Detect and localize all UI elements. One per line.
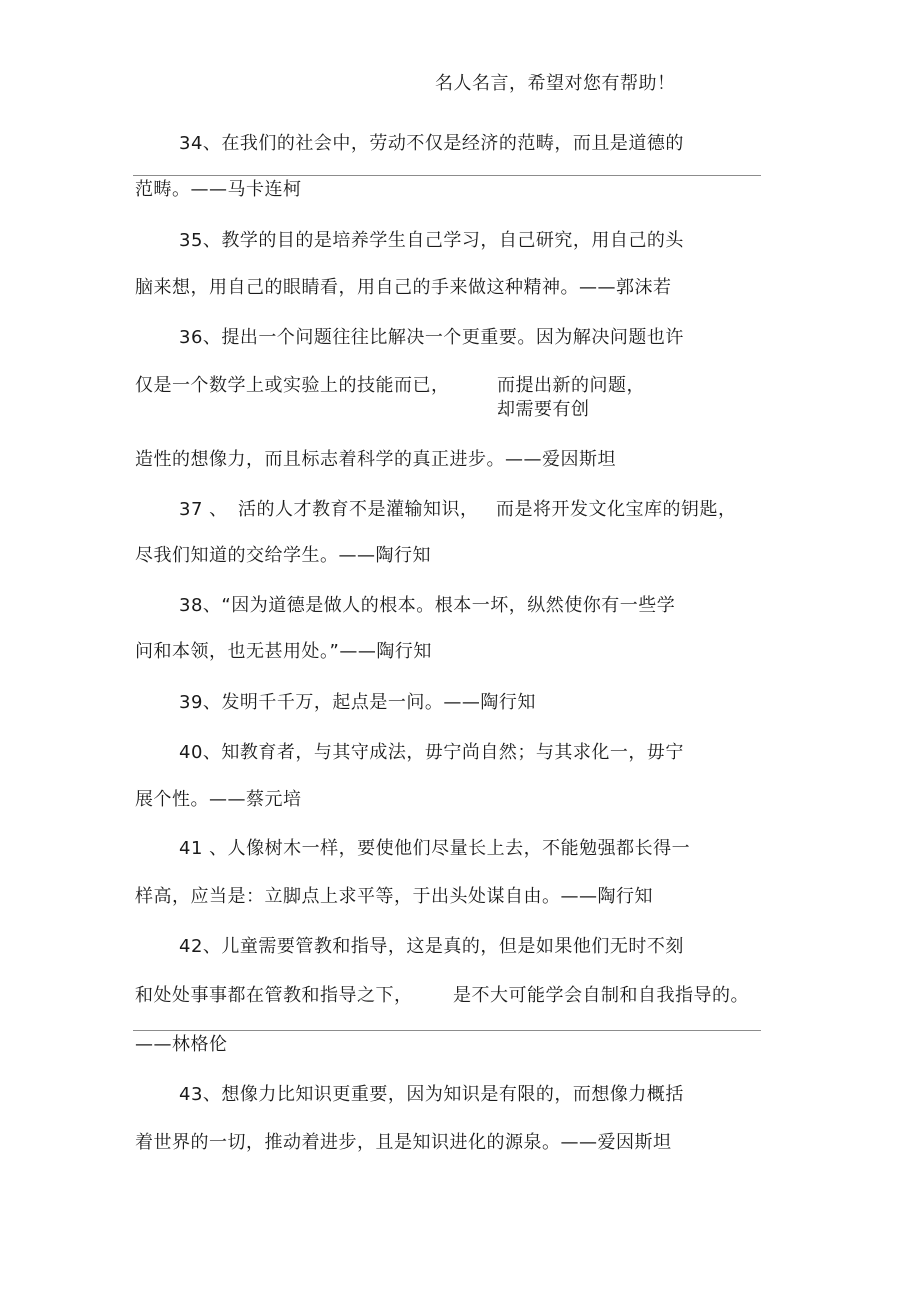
quote-35-line-2: 脑来想，用自己的眼睛看，用自己的手来做这种精神。——郭沫若 <box>135 277 672 298</box>
quote-41-line-2: 样高，应当是：立脚点上求平等，于出头处谋自由。——陶行知 <box>135 886 653 907</box>
quote-42-line-2b: 是不大可能学会自制和自我指导的。 <box>453 985 749 1006</box>
divider <box>133 175 761 176</box>
quote-42-line-1: 42、儿童需要管教和指导，这是真的，但是如果他们无时不刻 <box>179 936 684 957</box>
quote-36-line-1: 36、提出一个问题往往比解决一个更重要。因为解决问题也许 <box>179 327 684 348</box>
quote-41-line-1: 41 、人像树木一样，要使他们尽量长上去，不能勉强都长得一 <box>179 838 691 859</box>
quote-42-line-2a: 和处处事事都在管教和指导之下， <box>135 985 413 1006</box>
quote-43-line-1: 43、想像力比知识更重要，因为知识是有限的，而想像力概括 <box>179 1084 684 1105</box>
quote-37-line-1b: 活的人才教育不是灌输知识， <box>238 499 479 520</box>
quote-36-line-3: 造性的想像力，而且标志着科学的真正进步。——爱因斯坦 <box>135 449 616 470</box>
quote-38-line-1: 38、“因为道德是做人的根本。根本一坏，纵然使你有一些学 <box>179 595 676 616</box>
quote-35-line-1: 35、教学的目的是培养学生自己学习，自己研究，用自己的头 <box>179 230 684 251</box>
page-header: 名人名言，希望对您有帮助！ <box>435 73 676 94</box>
quote-36-line-2b: 而提出新的问题， <box>497 375 645 396</box>
quote-39-line-1: 39、发明千千万，起点是一问。——陶行知 <box>179 692 536 713</box>
quote-36-line-2c: 却需要有创 <box>497 399 590 420</box>
quote-38-line-2: 问和本领，也无甚用处。”——陶行知 <box>135 641 432 662</box>
quote-37-line-1c: 而是将开发文化宝库的钥匙， <box>496 499 737 520</box>
quote-36-line-2a: 仅是一个数学上或实验上的技能而已， <box>135 375 450 396</box>
quote-34-line-2: 范畴。——马卡连柯 <box>135 179 302 200</box>
quote-40-line-2: 展个性。——蔡元培 <box>135 789 302 810</box>
quote-43-line-2: 着世界的一切，推动着进步，且是知识进化的源泉。——爱因斯坦 <box>135 1132 672 1153</box>
quote-40-line-1: 40、知教育者，与其守成法，毋宁尚自然；与其求化一，毋宁 <box>179 742 684 763</box>
quote-34-line-1: 34、在我们的社会中，劳动不仅是经济的范畴，而且是道德的 <box>179 133 684 154</box>
quote-42-line-3: ——林格伦 <box>135 1034 228 1055</box>
quote-37-number: 37 、 <box>179 499 228 520</box>
divider <box>133 1030 761 1031</box>
quote-37-line-2: 尽我们知道的交给学生。——陶行知 <box>135 545 431 566</box>
